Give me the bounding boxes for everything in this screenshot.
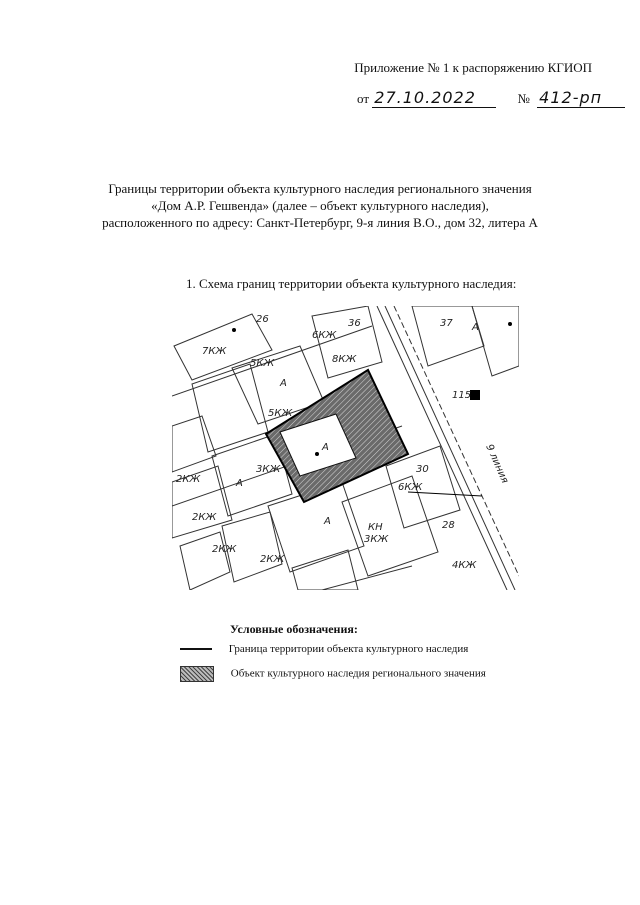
legend-title: Условные обозначения: xyxy=(230,622,358,636)
label-2kzh-3: 2КЖ xyxy=(212,544,237,555)
number-prefix: № xyxy=(517,91,530,106)
label-3kzh-left: 3КЖ xyxy=(256,464,281,475)
label-a-left: А xyxy=(236,478,243,489)
label-2kzh-4: 2КЖ xyxy=(260,554,285,565)
section-heading: 1. Схема границ территории объекта культурного наследия: xyxy=(186,276,517,291)
appendix-heading: Приложение № 1 к распоряжению КГИОП xyxy=(354,60,592,75)
label-115: 115 xyxy=(452,390,472,401)
label-a-center: А xyxy=(322,442,329,453)
label-2kzh-1: 2КЖ xyxy=(176,474,201,485)
legend-boundary-label: Граница территории объекта культурного наследия xyxy=(228,643,469,655)
label-a-bottom: А xyxy=(324,516,331,527)
label-37: 37 xyxy=(440,318,453,329)
title-line-2: «Дом А.Р. Гешвенда» (далее – объект культурного наследия), xyxy=(151,198,489,213)
label-8kzh: 8КЖ xyxy=(332,354,357,365)
label-kn: КН xyxy=(368,522,383,533)
decree-date: 27.10.2022 xyxy=(372,88,496,108)
label-5kzh-mid: 5КЖ xyxy=(268,408,293,419)
label-30: 30 xyxy=(416,464,429,475)
label-3kzh-bottom: 3КЖ xyxy=(364,534,389,545)
legend-object-label: Объект культурного наследия регионального значения xyxy=(230,667,486,680)
hatched-area-icon xyxy=(180,666,214,682)
label-a-top: А xyxy=(472,322,479,333)
boundary-line-icon xyxy=(180,648,212,650)
label-5kzh-top: 5КЖ xyxy=(250,358,275,369)
label-36: 36 xyxy=(348,318,361,329)
label-4kzh: 4КЖ xyxy=(452,560,477,571)
boundary-map xyxy=(172,306,519,590)
title-line-1: Границы территории объекта культурного наследия регионального значения xyxy=(108,181,532,196)
decree-number: 412-рп xyxy=(537,88,625,108)
label-6kzh-right: 6КЖ xyxy=(398,482,423,493)
label-28: 28 xyxy=(442,520,455,531)
label-7kzh: 7КЖ xyxy=(202,346,227,357)
legend-object xyxy=(180,666,486,682)
document-title xyxy=(0,180,640,231)
legend-boundary xyxy=(180,643,468,655)
decree-reference xyxy=(357,88,625,108)
label-26: 26 xyxy=(256,314,269,325)
title-line-3: расположенного по адресу: Санкт-Петербург, 9-я линия В.О., дом 32, литера А xyxy=(102,215,538,230)
label-6kzh-top: 6КЖ xyxy=(312,330,337,341)
label-a-main: А xyxy=(280,378,287,389)
label-2kzh-2: 2КЖ xyxy=(192,512,217,523)
date-prefix: от xyxy=(357,91,370,106)
label-street: 9 линия xyxy=(483,442,511,486)
